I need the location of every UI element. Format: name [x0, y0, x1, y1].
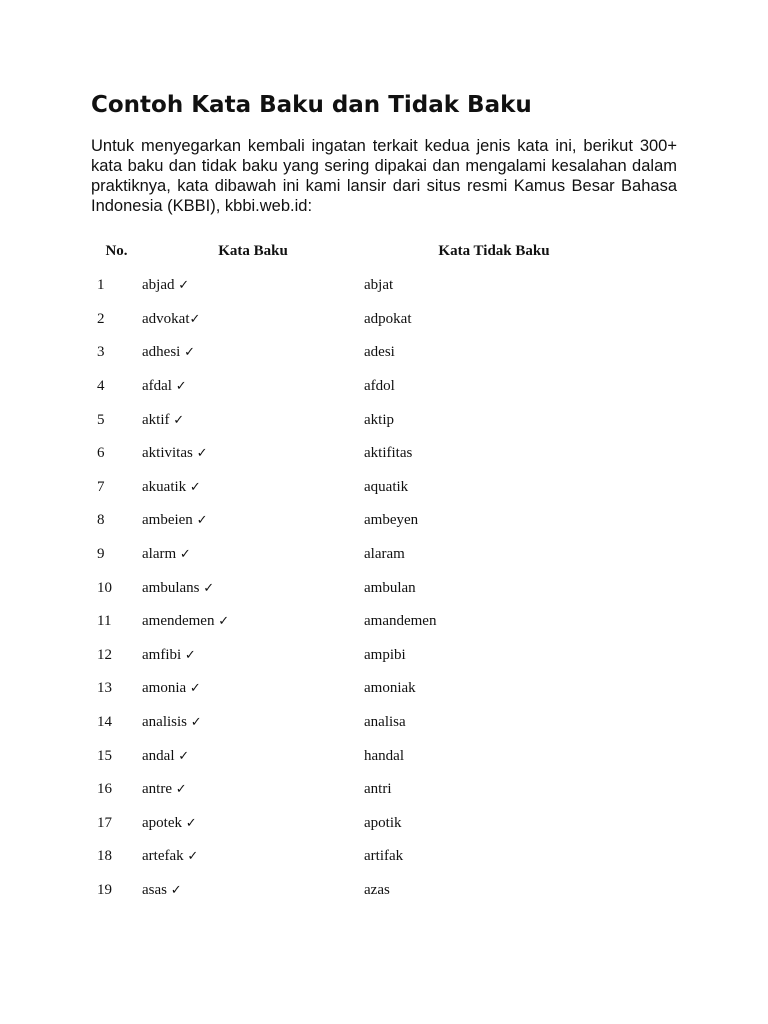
row-number: 13: [97, 680, 112, 697]
row-number: 6: [97, 445, 105, 462]
row-number: 5: [97, 411, 105, 428]
kata-tidak-baku-cell: afdol: [364, 378, 395, 395]
table-row: [91, 571, 624, 605]
header-no: No.: [105, 243, 128, 259]
kata-baku-cell: [142, 739, 364, 773]
row-number: 7: [97, 478, 105, 495]
check-mark-icon: ✓: [179, 547, 191, 563]
row-number: 12: [97, 646, 112, 663]
kata-baku-cell: [142, 639, 364, 673]
table-row: [91, 706, 624, 740]
kata-baku-cell: [142, 672, 364, 706]
row-number: 16: [97, 781, 112, 798]
kata-baku-cell: [142, 571, 364, 605]
check-mark-icon: ✓: [175, 782, 187, 798]
table-row: [91, 874, 624, 908]
check-mark-icon: ✓: [173, 412, 185, 428]
row-number: 14: [97, 714, 112, 731]
kata-baku-cell: [142, 269, 364, 303]
check-mark-icon: ✓: [190, 715, 202, 731]
kata-tidak-baku-cell: handal: [364, 747, 404, 764]
kata-tidak-baku-cell: antri: [364, 781, 392, 798]
kata-baku-cell: [142, 437, 364, 471]
check-mark-icon: ✓: [196, 513, 208, 529]
kata-baku-word: amendemen: [142, 613, 215, 630]
word-table: [91, 234, 624, 907]
kata-tidak-baku-cell: aktip: [364, 411, 394, 428]
kata-tidak-baku-cell: analisa: [364, 714, 406, 731]
kata-baku-cell: [142, 370, 364, 404]
check-mark-icon: ✓: [189, 479, 201, 495]
kata-baku-cell: [142, 303, 364, 337]
row-number: 9: [97, 546, 105, 563]
row-number: 15: [97, 747, 112, 764]
check-mark-icon: ✓: [170, 882, 182, 898]
kata-tidak-baku-cell: amandemen: [364, 613, 437, 630]
kata-baku-cell: [142, 504, 364, 538]
table-row: [91, 739, 624, 773]
kata-tidak-baku-cell: ambeyen: [364, 512, 419, 529]
kata-baku-cell: [142, 403, 364, 437]
table-row: [91, 807, 624, 841]
kata-baku-word: amfibi: [142, 646, 182, 663]
kata-tidak-baku-cell: adesi: [364, 344, 395, 361]
kata-baku-word: abjad: [142, 277, 175, 294]
kata-baku-word: analisis: [142, 714, 187, 731]
row-number: 4: [97, 378, 105, 395]
check-mark-icon: ✓: [184, 647, 196, 663]
kata-tidak-baku-cell: ambulan: [364, 579, 416, 596]
kata-baku-cell: [142, 807, 364, 841]
table-row: [91, 336, 624, 370]
check-mark-icon: ✓: [185, 815, 197, 831]
kata-tidak-baku-cell: ampibi: [364, 646, 406, 663]
row-number: 1: [97, 277, 105, 294]
row-number: 2: [97, 310, 105, 327]
kata-baku-word: andal: [142, 747, 175, 764]
row-number: 19: [97, 881, 112, 898]
kata-baku-word: ambeien: [142, 512, 193, 529]
kata-tidak-baku-cell: apotik: [364, 814, 402, 831]
check-mark-icon: ✓: [187, 849, 199, 865]
kata-baku-word: aktif: [142, 411, 170, 428]
kata-tidak-baku-cell: alaram: [364, 546, 405, 563]
kata-tidak-baku-cell: abjat: [364, 277, 394, 294]
page-title: Contoh Kata Baku dan Tidak Baku: [91, 92, 532, 118]
table-row: [91, 269, 624, 303]
table-row: [91, 605, 624, 639]
table-row: [91, 538, 624, 572]
check-mark-icon: ✓: [189, 681, 201, 697]
row-number: 3: [97, 344, 105, 361]
kata-tidak-baku-cell: azas: [364, 881, 390, 898]
table-row: [91, 639, 624, 673]
kata-tidak-baku-cell: artifak: [364, 848, 404, 865]
row-number: 10: [97, 579, 112, 596]
kata-baku-cell: [142, 336, 364, 370]
check-mark-icon: ✓: [184, 345, 195, 361]
kata-baku-word: adhesi: [142, 344, 181, 361]
check-mark-icon: ✓: [175, 379, 187, 395]
kata-baku-word: afdal: [142, 378, 172, 395]
check-mark-icon: ✓: [178, 278, 190, 294]
kata-baku-word: artefak: [142, 848, 184, 865]
table-row: [91, 471, 624, 505]
row-number: 17: [97, 814, 112, 831]
kata-baku-word: apotek: [142, 814, 182, 831]
kata-baku-word: aktivitas: [142, 445, 193, 462]
header-kata-baku: Kata Baku: [218, 243, 288, 259]
check-mark-icon: ✓: [218, 614, 230, 630]
table-row: [91, 773, 624, 807]
kata-tidak-baku-cell: adpokat: [364, 310, 412, 327]
check-mark-icon: ✓: [203, 580, 215, 596]
check-mark-icon: ✓: [196, 446, 208, 462]
table-row: [91, 437, 624, 471]
table-row: [91, 840, 624, 874]
kata-tidak-baku-cell: amoniak: [364, 680, 416, 697]
row-number: 18: [97, 848, 112, 865]
table-row: [91, 370, 624, 404]
kata-baku-cell: [142, 538, 364, 572]
kata-baku-cell: [142, 773, 364, 807]
kata-tidak-baku-cell: aktifitas: [364, 445, 413, 462]
kata-baku-word: akuatik: [142, 478, 187, 495]
intro-paragraph: Untuk menyegarkan kembali ingatan terkait kedua jenis kata ini, berikut 300+ kata baku dan tidak baku yang sering dipakai dan mengalami kesalahan dalam praktiknya, kata dibawah ini kami lansir dari situs resmi Kamus Besar Bahasa Indonesia (KBBI), kbbi.web.id:: [91, 137, 677, 215]
table-row: [91, 303, 624, 337]
kata-baku-cell: [142, 605, 364, 639]
table-row: [91, 504, 624, 538]
kata-baku-word: alarm: [142, 546, 177, 563]
table-row: [91, 403, 624, 437]
row-number: 11: [97, 613, 112, 630]
kata-baku-word: amonia: [142, 680, 187, 697]
row-number: 8: [97, 512, 105, 529]
kata-baku-word: antre: [142, 781, 172, 798]
check-mark-icon: ✓: [189, 311, 201, 327]
kata-baku-cell: [142, 840, 364, 874]
header-kata-tidak-baku: Kata Tidak Baku: [438, 243, 550, 259]
table-row: [91, 672, 624, 706]
table-header-row: [91, 234, 624, 269]
table-body: [91, 269, 624, 907]
kata-baku-cell: [142, 874, 364, 908]
kata-tidak-baku-cell: aquatik: [364, 478, 409, 495]
kata-baku-cell: [142, 471, 364, 505]
kata-baku-word: ambulans: [142, 579, 200, 596]
kata-baku-cell: [142, 706, 364, 740]
kata-baku-word: advokat: [142, 310, 190, 327]
check-mark-icon: ✓: [178, 748, 190, 764]
kata-baku-word: asas: [142, 881, 167, 898]
